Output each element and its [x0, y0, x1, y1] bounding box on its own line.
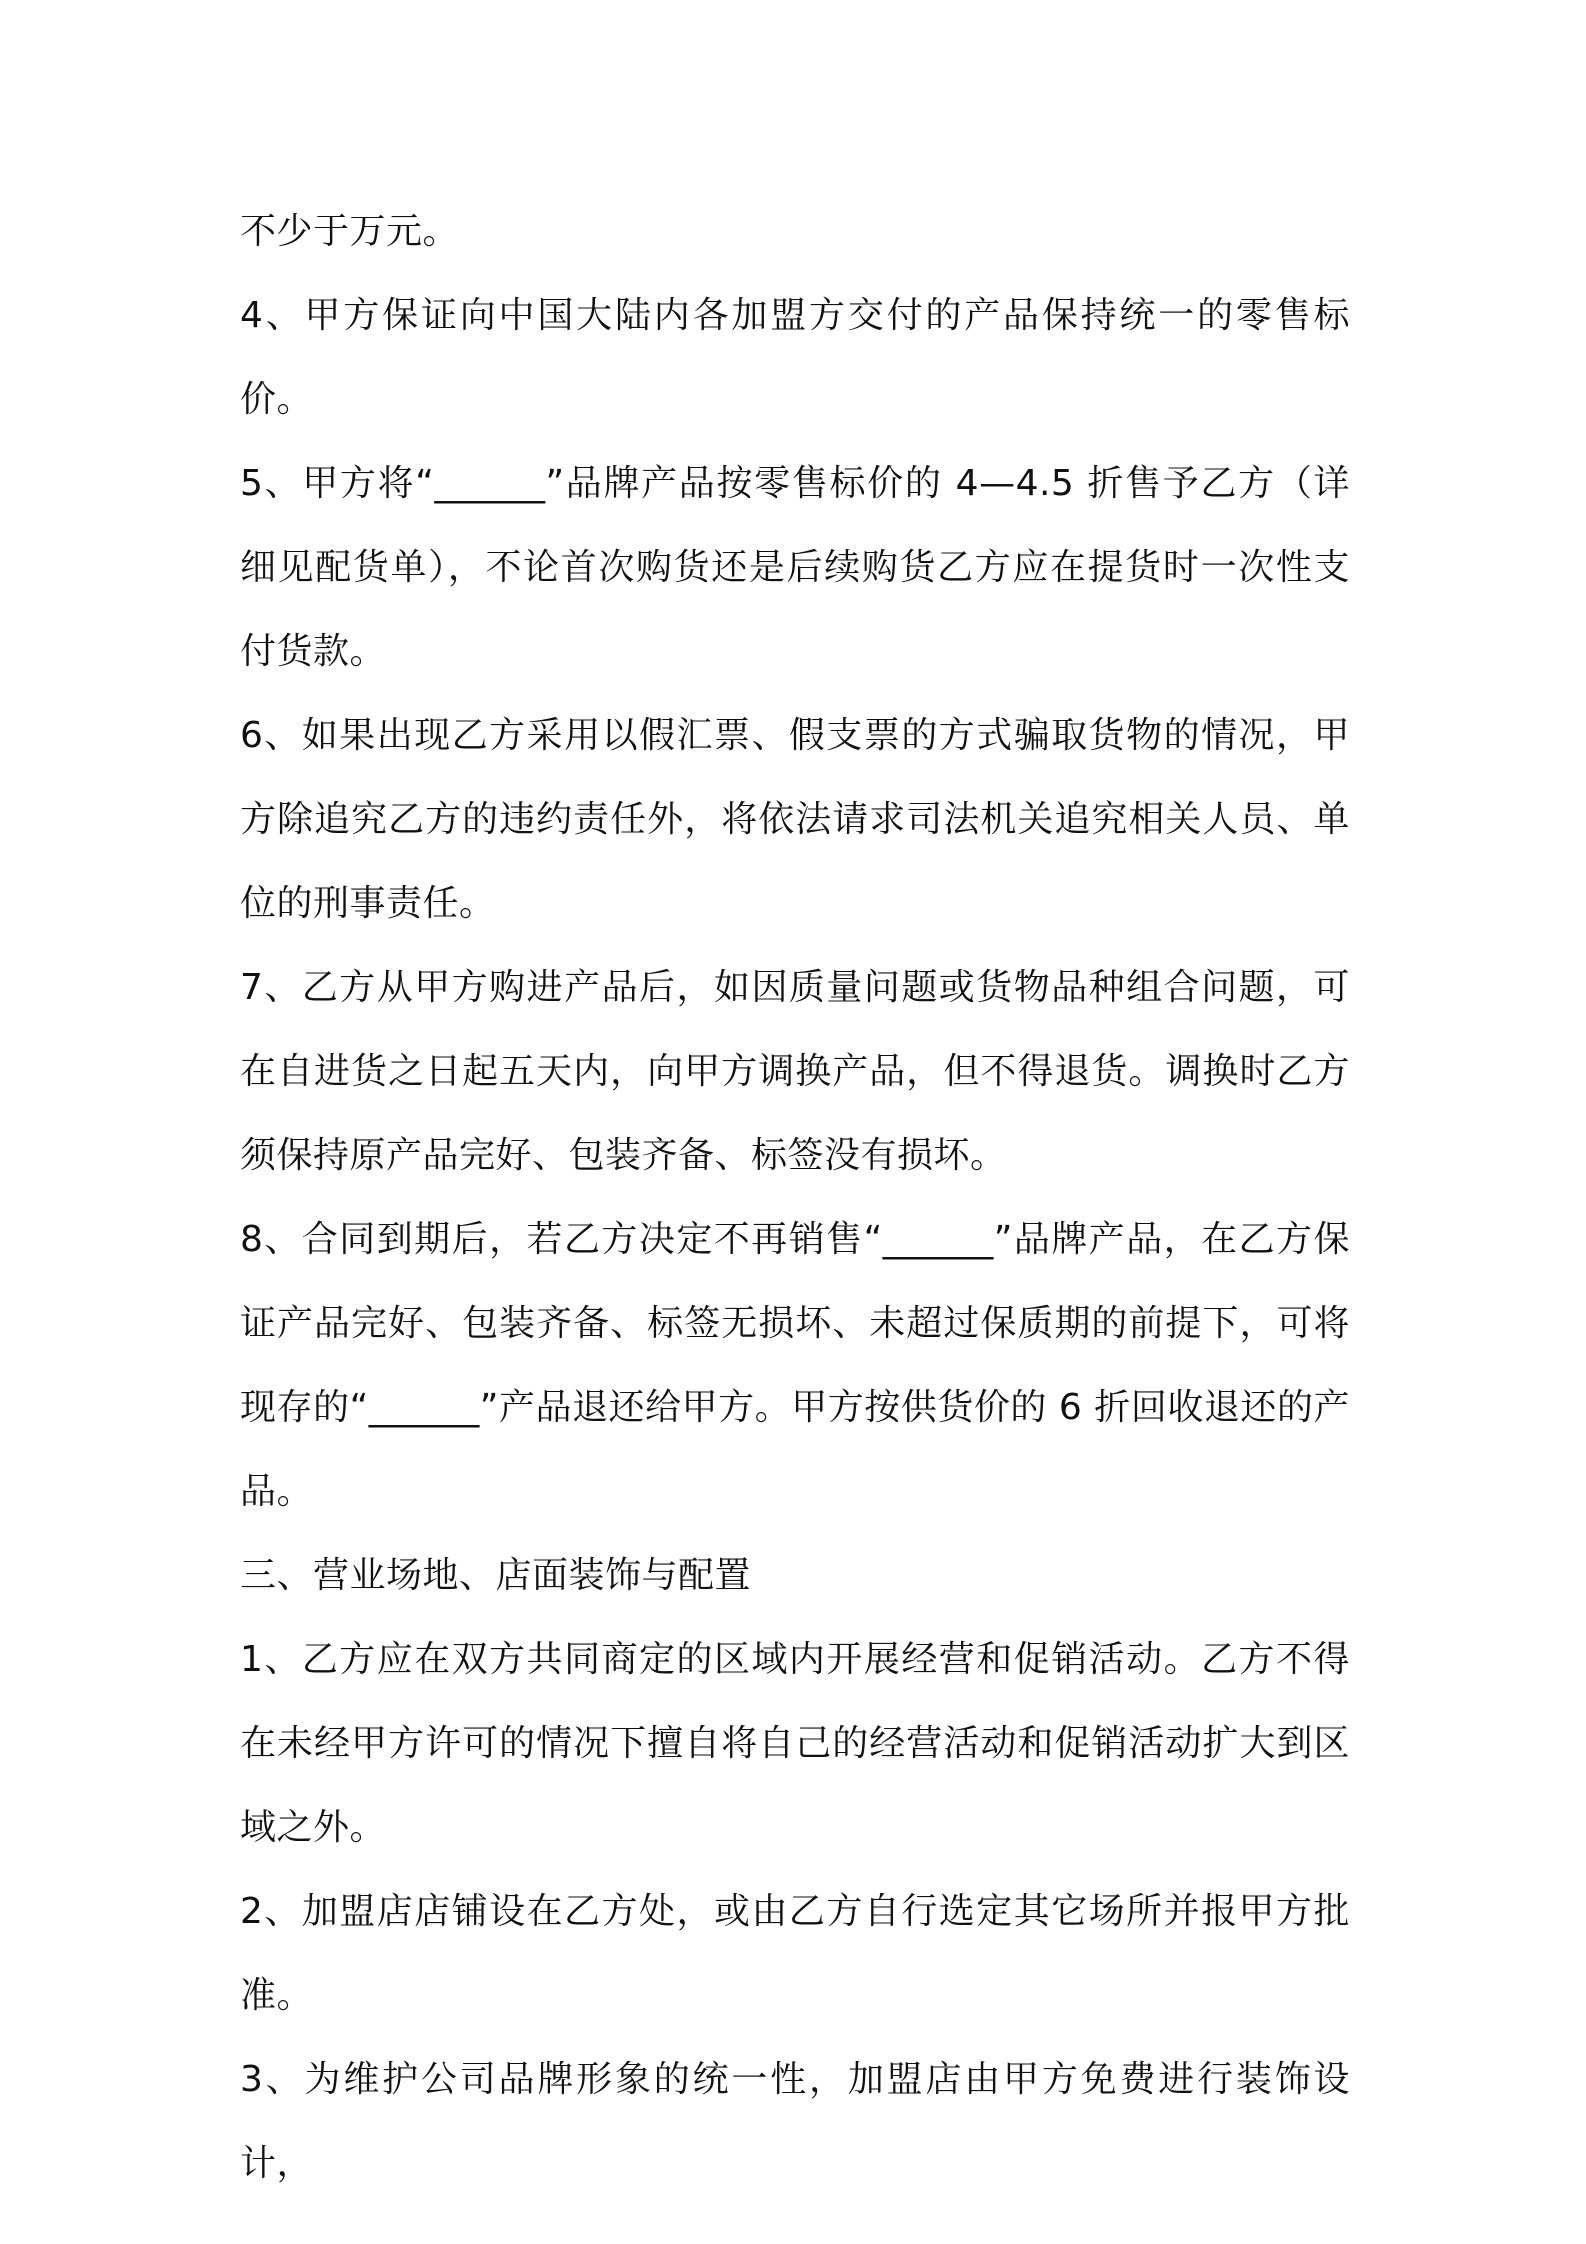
section3-clause-1: 1、乙方应在双方共同商定的区域内开展经营和促销活动。乙方不得在未经甲方许可的情况下擅自将自己的经营活动和促销活动扩大到区域之外。: [240, 1639, 1350, 1848]
clause-5: 5、甲方将“______”品牌产品按零售标价的 4—4.5 折售予乙方（详细见配货单），不论首次购货还是后续购货乙方应在提货时一次性支付货款。: [240, 463, 1350, 672]
clause-4: 4、甲方保证向中国大陆内各加盟方交付的产品保持统一的零售标价。: [240, 295, 1350, 420]
section3-clause-2: 2、加盟店店铺设在乙方处，或由乙方自行选定其它场所并报甲方批准。: [240, 1891, 1350, 2016]
clause-7: 7、乙方从甲方购进产品后，如因质量问题或货物品种组合问题，可在自进货之日起五天内，向甲方调换产品，但不得退货。调换时乙方须保持原产品完好、包装齐备、标签没有损坏。: [240, 967, 1350, 1176]
document-body: [240, 190, 1350, 2206]
paragraph-continuation: 不少于万元。: [240, 211, 460, 252]
clause-6: 6、如果出现乙方采用以假汇票、假支票的方式骗取货物的情况，甲方除追究乙方的违约责任外，将依法请求司法机关追究相关人员、单位的刑事责任。: [240, 715, 1350, 924]
section3-clause-3: 3、为维护公司品牌形象的统一性，加盟店由甲方免费进行装饰设计，: [240, 2059, 1350, 2184]
clause-8: 8、合同到期后，若乙方决定不再销售“______”品牌产品，在乙方保证产品完好、包装齐备、标签无损坏、未超过保质期的前提下，可将现存的“______”产品退还给甲方。甲方按供货价的 6 折回收退还的产品。: [240, 1219, 1350, 1512]
section-heading-3: 三、营业场地、店面装饰与配置: [240, 1555, 752, 1596]
